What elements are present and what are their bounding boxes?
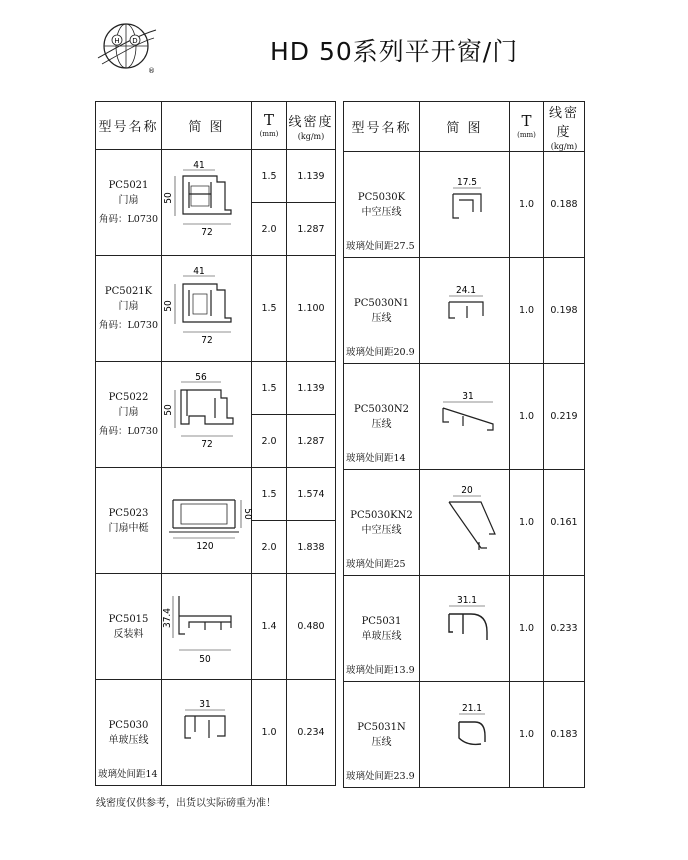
svg-text:®: ® xyxy=(148,67,155,75)
header-density: 线密度 (kg/m) xyxy=(287,102,336,150)
svg-text:37.4: 37.4 xyxy=(161,607,173,628)
model-cell: PC5023 门扇中梃 xyxy=(96,468,162,574)
profile-drawing xyxy=(162,680,252,786)
model-cell: PC5031N 压线 玻璃处间距23.9 xyxy=(344,682,420,788)
svg-text:41: 41 xyxy=(192,159,205,171)
header-model: 型号名称 xyxy=(344,102,420,152)
model-cell: PC5030 单玻压线 玻璃处间距14 xyxy=(96,680,162,786)
page-title: HD 50系列平开窗/门 xyxy=(270,37,519,66)
model-cell: PC5030KN2 中空压线 玻璃处间距25 xyxy=(344,470,420,576)
profile-drawing xyxy=(420,364,510,470)
svg-text:24.1: 24.1 xyxy=(455,284,476,296)
profile-drawing xyxy=(162,574,252,680)
svg-text:20: 20 xyxy=(460,484,473,496)
svg-text:72: 72 xyxy=(200,334,213,346)
svg-text:72: 72 xyxy=(200,226,213,238)
header-t: T (mm) xyxy=(510,102,544,152)
hd-logo xyxy=(96,18,158,76)
svg-text:50: 50 xyxy=(162,191,174,204)
svg-text:50: 50 xyxy=(162,299,174,312)
svg-text:50: 50 xyxy=(241,507,253,520)
svg-text:21.1: 21.1 xyxy=(461,702,482,714)
profile-drawing xyxy=(162,256,252,362)
profile-drawing xyxy=(420,470,510,576)
svg-text:31: 31 xyxy=(198,698,211,710)
svg-text:31: 31 xyxy=(461,390,474,402)
model-cell: PC5015 反装料 xyxy=(96,574,162,680)
header-drawing: 简 图 xyxy=(420,102,510,152)
svg-text:31.1: 31.1 xyxy=(456,594,477,606)
profile-drawing xyxy=(420,258,510,364)
svg-text:120: 120 xyxy=(195,540,214,552)
model-cell: PC5030N1 压线 玻璃处间距20.9 xyxy=(344,258,420,364)
svg-text:H: H xyxy=(114,37,120,45)
header-model: 型号名称 xyxy=(96,102,162,150)
profile-table-left: 型号名称 简 图 T (mm) 线密度 (kg/m) PC5021 门扇 角码：L0730 41 50 72 1.5 1.139 2.0 1.287 PC5021K 门扇 角码：L0730 41 50 72 1.5 1.100 PC5022 门扇 角码：L0730 56 50 72 1.5 1.139 2.0 1.287 PC5023 门扇中梃 50 120 1.5 1.574 2.0 1.838 PC5015 反装料 37.4 50 1.4 0.480 PC5030 单玻压线 玻璃处间距14 31 1.0 0.234 xyxy=(95,101,336,786)
svg-text:50: 50 xyxy=(198,653,211,665)
model-cell: PC5021K 门扇 角码：L0730 xyxy=(96,256,162,362)
profile-table-right: 型号名称 简 图 T (mm) 线密度 (kg/m) PC5030K 中空压线 玻璃处间距27.5 17.5 1.0 0.188 PC5030N1 压线 玻璃处间距20.9 24.1 1.0 0.198 PC5030N2 压线 玻璃处间距14 31 1.0 0.219 PC5030KN2 中空压线 玻璃处间距25 20 1.0 0.161 PC5031 单玻压线 玻璃处间距13.9 31.1 1.0 0.233 PC5031N 压线 玻璃处间距23.9 21.1 1.0 0.183 xyxy=(343,101,585,788)
profile-drawing xyxy=(420,682,510,788)
svg-text:50: 50 xyxy=(162,403,174,416)
model-cell: PC5022 门扇 角码：L0730 xyxy=(96,362,162,468)
svg-text:17.5: 17.5 xyxy=(456,176,477,188)
header-t: T (mm) xyxy=(252,102,287,150)
model-cell: PC5030N2 压线 玻璃处间距14 xyxy=(344,364,420,470)
footnote: 线密度仅供参考，出货以实际磅重为准！ xyxy=(96,798,276,809)
profile-drawing xyxy=(162,150,252,256)
header-drawing: 简 图 xyxy=(162,102,252,150)
profile-drawing xyxy=(162,468,252,574)
svg-text:41: 41 xyxy=(192,265,205,277)
profile-drawing xyxy=(420,576,510,682)
model-cell: PC5030K 中空压线 玻璃处间距27.5 xyxy=(344,152,420,258)
profile-drawing xyxy=(420,152,510,258)
profile-drawing xyxy=(162,362,252,468)
svg-text:D: D xyxy=(132,37,138,45)
svg-text:72: 72 xyxy=(200,438,213,450)
svg-text:56: 56 xyxy=(194,371,207,383)
header-density: 线密度 (kg/m) xyxy=(544,102,585,152)
model-cell: PC5021 门扇 角码：L0730 xyxy=(96,150,162,256)
model-cell: PC5031 单玻压线 玻璃处间距13.9 xyxy=(344,576,420,682)
